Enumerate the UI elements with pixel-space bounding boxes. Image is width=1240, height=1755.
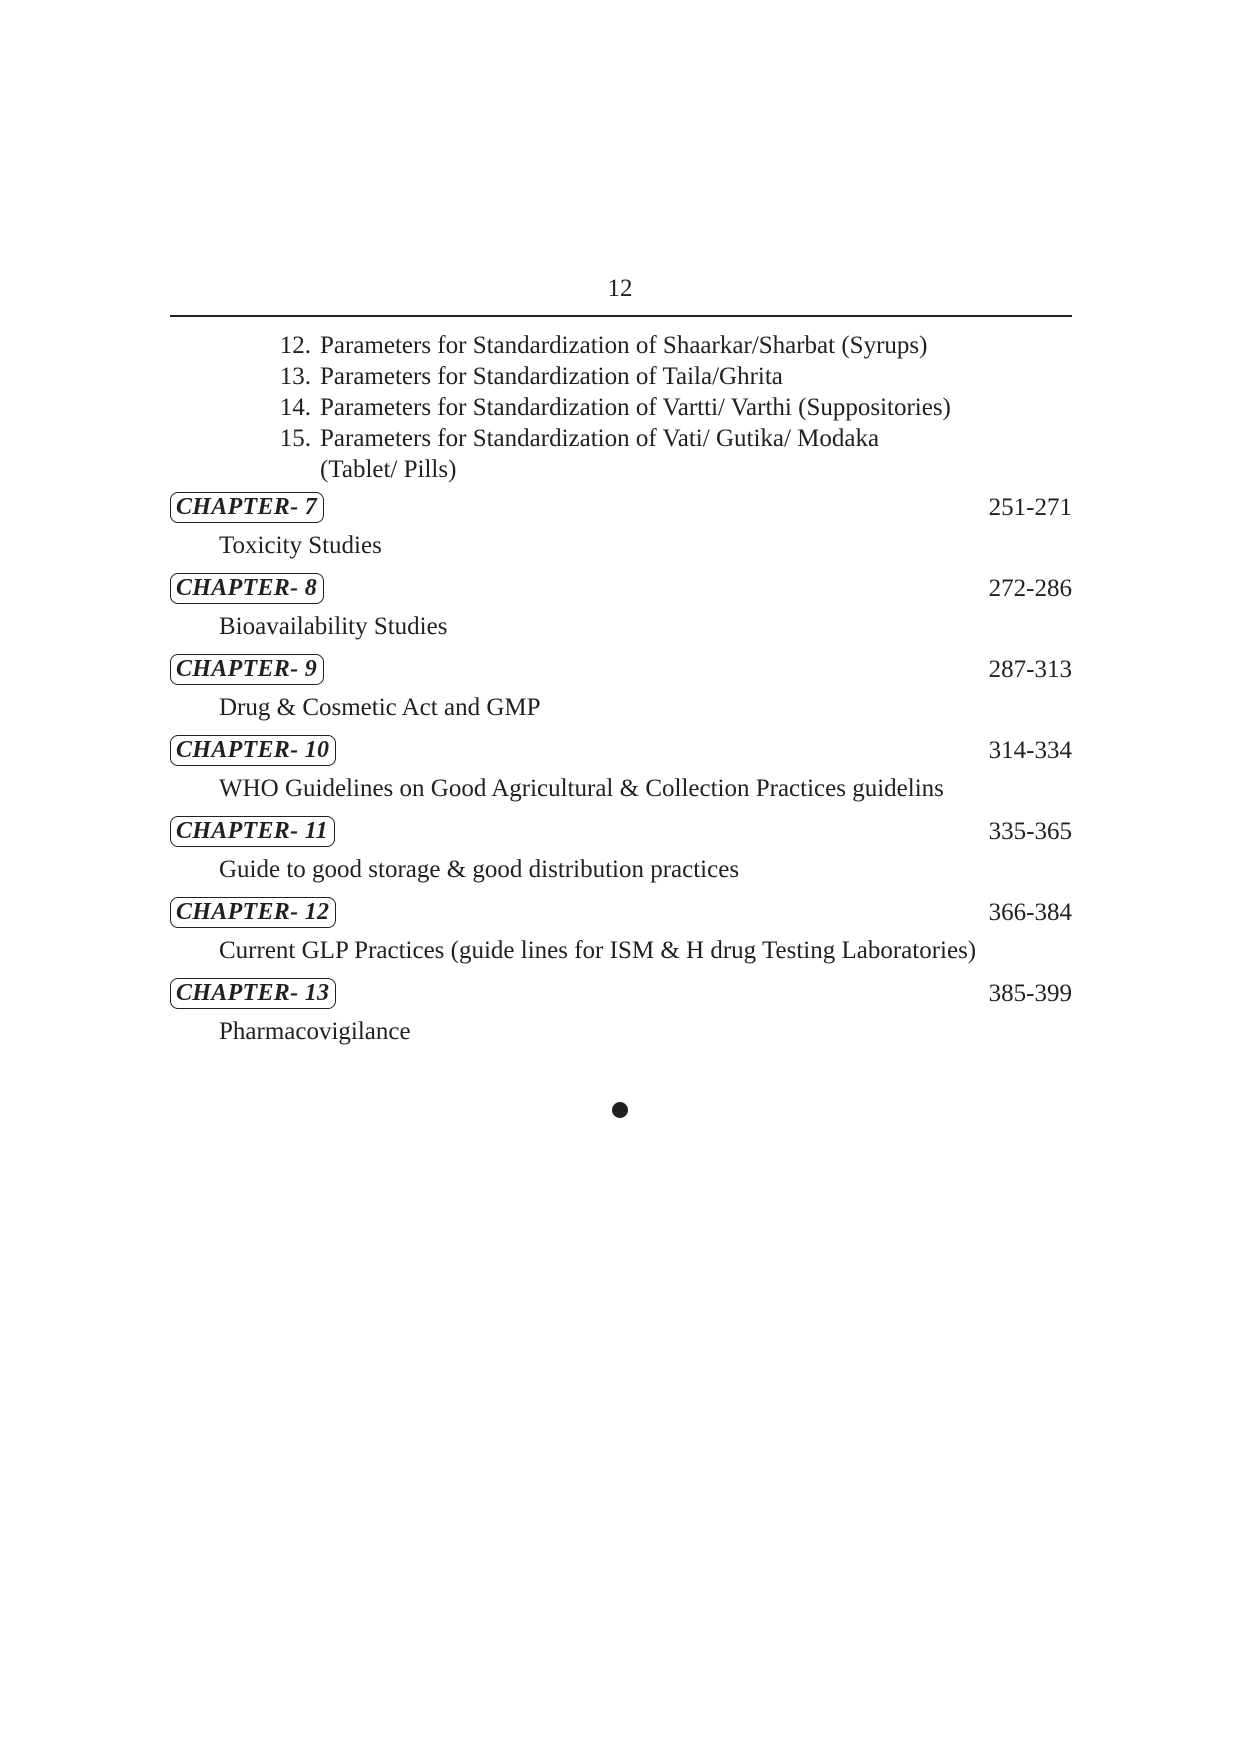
- chapter-label: CHAPTER- 13: [170, 978, 336, 1009]
- chapter-page-range: 385-399: [988, 979, 1072, 1007]
- chapter-page-range: 335-365: [988, 817, 1072, 845]
- sub-item-text: Parameters for Standardization of Vartti/ Varthi (Suppositories): [320, 394, 951, 421]
- chapter-title: Guide to good storage & good distribution practices: [219, 856, 740, 883]
- sub-item-continuation: [266, 454, 1072, 485]
- chapter-page-range: 287-313: [988, 655, 1072, 683]
- header-rule: [170, 315, 1072, 317]
- chapter-label: CHAPTER- 12: [170, 897, 336, 928]
- sub-item-number: 12.: [279, 332, 311, 359]
- sub-item: [266, 361, 1072, 392]
- chapter-label: CHAPTER- 7: [170, 492, 324, 523]
- chapter-page-range: 251-271: [988, 493, 1072, 521]
- sub-item-number: 14.: [279, 394, 311, 421]
- chapter-label: CHAPTER- 9: [170, 654, 324, 685]
- chapter-title: Pharmacovigilance: [219, 1018, 411, 1045]
- chapter-label: CHAPTER- 10: [170, 735, 336, 766]
- chapter-title: Current GLP Practices (guide lines for ISM & H drug Testing Laboratories): [219, 937, 977, 964]
- end-bullet-icon: [612, 1102, 628, 1118]
- chapter-entry-12: [170, 895, 1072, 966]
- sub-item-number: [266, 454, 320, 485]
- chapter-entry-11: [170, 814, 1072, 885]
- chapter-entry-8: [170, 571, 1072, 642]
- sub-item: [266, 392, 1072, 423]
- sub-item-text: (Tablet/ Pills): [320, 456, 457, 483]
- sub-item-text: Parameters for Standardization of Taila/Ghrita: [320, 363, 783, 390]
- chapter-title: Bioavailability Studies: [219, 613, 448, 640]
- chapter-title: Toxicity Studies: [219, 532, 382, 559]
- sub-item: [266, 330, 1072, 361]
- chapter-label: CHAPTER- 8: [170, 573, 324, 604]
- page-number: 12: [607, 275, 633, 302]
- table-of-contents: [170, 330, 1072, 1057]
- sub-item-list: [170, 330, 1072, 485]
- chapter-title: WHO Guidelines on Good Agricultural & Collection Practices guidelins: [219, 775, 944, 802]
- sub-item-text: Parameters for Standardization of Shaarkar/Sharbat (Syrups): [320, 332, 928, 359]
- chapter-entry-10: [170, 733, 1072, 804]
- sub-item: [266, 423, 1072, 454]
- chapter-label: CHAPTER- 11: [170, 816, 335, 847]
- chapter-entry-13: [170, 976, 1072, 1047]
- chapter-entry-9: [170, 652, 1072, 723]
- chapter-page-range: 366-384: [988, 898, 1072, 926]
- chapter-title: Drug & Cosmetic Act and GMP: [219, 694, 541, 721]
- sub-item-number: 15.: [279, 425, 311, 452]
- chapter-page-range: 272-286: [988, 574, 1072, 602]
- sub-item-number: 13.: [279, 363, 311, 390]
- chapter-entry-7: [170, 490, 1072, 561]
- sub-item-text: Parameters for Standardization of Vati/ Gutika/ Modaka: [320, 425, 880, 452]
- chapter-page-range: 314-334: [988, 736, 1072, 764]
